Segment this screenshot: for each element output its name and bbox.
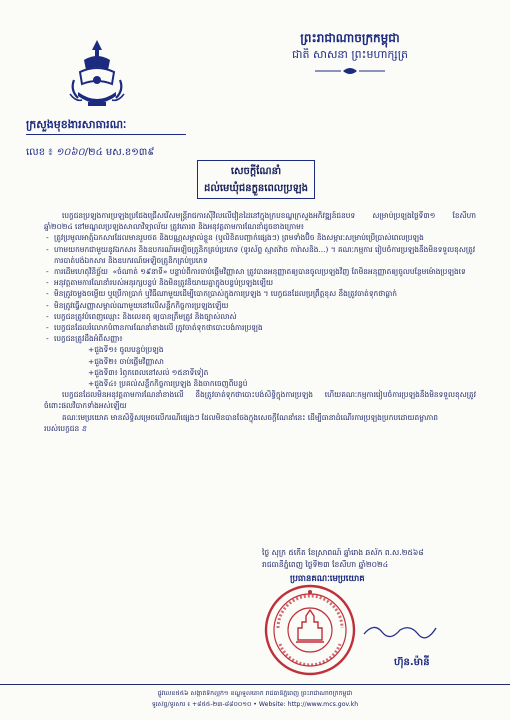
document-title: សេចក្តីណែនាំ — [230, 166, 282, 177]
reference-number — [26, 145, 154, 160]
kingdom-motto: ជាតិ សាសនា ព្រះមហាក្សត្រ — [292, 48, 408, 61]
instruction-item: - ហាមយកមកជាមួយនូវឯកសារ និងឧបករណ៍អេឡិចត្រូនិកគ្រប់ប្រភេទ (ទូរស័ព្ទ ស្មាតវ៉ាច ការ៉ាសនិង...) ។ គណៈកម្មការ រៀបចំការប្រឡងនឹងមិនទទួលខុសត្រូវការបាត់បង់ឯកសារ និងឧបករណ៍អេឡិចត្រូនិកគ្រប់ប្រភេទ — [44, 244, 476, 266]
ref-suffix: /២៤ — [84, 147, 103, 158]
instruction-item: - បេក្ខជនត្រូវបំពេញឈ្មោះ និងលេខតុ ឲ្យបានត្រឹមត្រូវ និងច្បាស់លាស់ — [44, 311, 476, 322]
document-title-box — [197, 160, 315, 199]
steps-label: - បេក្ខជនត្រូវដឹងអំពីសញ្ញា៖ — [44, 333, 476, 344]
handwritten-initials: ឌ — [81, 423, 87, 433]
instruction-item: - មិនត្រូវធ្វើសញ្ញាសម្គាល់ណាមួយនៅលើសន្លឹកកិច្ចការប្រឡងឡើយ — [44, 300, 476, 311]
ref-code: មស.ខ១៣៩ — [105, 147, 155, 158]
footer-divider — [0, 684, 510, 685]
instruction-item: - ការដើមហេតុវិនិច្ឆ័យ ​ «ចំណាត់ ១៩នាទី» បន្ទាប់ពីការចាប់ផ្តើមវិញ្ញាសា ត្រូវបានអនុញ្ញាតឲ្យបានចូលប្រឡងវិញ តែមិនអនុញ្ញាតឲ្យចូលបន្ថែមម៉ោងប្រឡងទេ — [44, 266, 476, 277]
document-subtitle: ដល់មេឃុំជនក្លួនពេលប្រឡង — [203, 183, 309, 194]
ministry-name: ក្រសួងមុខងារសាធារណៈ — [26, 118, 127, 131]
signatory-name: ហ៊ុន.ម៉ានី — [394, 657, 430, 668]
instruction-item: - អនុវត្តតាមការណែនាំរបស់អនុរក្សបន្ទប់ និងមិនត្រូវនិយាយគ្នាក្នុងបន្ទប់ប្រឡងឡើយ — [44, 277, 476, 288]
footer-contact: ទូរស័ព្ទ/ទូរសារ ៖ +៨៥៥-២៣-៨៨០០១០ • Website: http://www.mcs.gov.kh — [151, 701, 359, 708]
document-body — [44, 210, 476, 434]
signal-step: +ជួងទី២៖ ចាប់ផ្តើមវិញ្ញាសា — [88, 356, 164, 366]
ref-number: ១០៦០ — [55, 147, 85, 158]
ministry-emblem-icon — [66, 36, 128, 114]
intro-paragraph: បេក្ខជនប្រឡងការប្រឡងប្រជែងជ្រើសរើសមន្ត្រីរាជការស៊ីវិលលើវៀនដៃនៅក្នុងក្របខណ្ឌក្រសួងអភិវឌ្ឍន៍ជនបទ សម្រាប់ប្រឡងថ្ងៃទី៣១ ខែសីហា ឆ្នាំ២០២៤ នៅមណ្ឌលប្រឡងសាលាវិទ្យាល័យ ត្រូវគោរព និងអនុវត្តតាមការណែនាំដូចខាងក្រោម៖ — [44, 211, 476, 232]
signature-scribble-icon — [360, 620, 440, 640]
kingdom-title: ព្រះរាជាណាចក្រកម្ពុជា — [300, 31, 400, 45]
signal-step: +ជួងទី១៖ ចូលបន្ទប់ប្រឡង — [88, 345, 164, 355]
lunar-date: ថ្ងៃ សុក្រ ៥កើត ខែស្រាពណ៍ ឆ្នាំរោង ឆស័ក ព.ស.២៥៦៨ — [262, 548, 424, 557]
closing-suffix-text: របស់បេក្ខជន — [44, 423, 80, 433]
official-seal-icon — [262, 582, 358, 678]
ornament-divider-icon — [315, 66, 385, 76]
ref-label: លេខ ៖ — [26, 147, 53, 158]
instruction-item: - មិនត្រូវចម្លងចម្លើយ ឬប្រើកាប្រាក់ ឬវិធីណាមួយដើម្បីបោកប្រាស់ក្នុងការប្រឡង ។ បេក្ខជនដែលប្រព្រឹត្តខុស នឹងត្រូវចាត់ទុកថាធ្លាក់ — [44, 288, 476, 299]
signal-step: +ជួងទី៣៖ រំឭកពេលនៅសល់ ១៥នាទីទៀត — [88, 367, 209, 377]
signal-step: +ជួងទី៤៖ ប្រគល់សន្លឹកកិច្ចការប្រឡង និងចាកចេញពីបន្ទប់ — [88, 379, 248, 389]
instruction-item: - បេក្ខជនដែលរំលោភបំពានការណែនាំខាងលើ ត្រូវចាត់ទុកថាបោះបង់ការប្រឡង — [44, 322, 476, 333]
footer-address: ផ្លូវលេខ៥៥៦ សង្កាត់ទឹកល្អក់១ ខណ្ឌទួលគោក រាជធានីភ្នំពេញ ព្រះរាជាណាចក្រកម្ពុជា — [157, 690, 353, 697]
closing-paragraph: បេក្ខជនដែលមិនអនុវត្តតាមការណែនាំខាងលើ នឹងត្រូវចាត់ទុកថាបោះបង់សិទ្ធិក្នុងការប្រឡង ហើយគណៈកម្មការរៀបចំការប្រឡងនឹងមិនទទួលខុសត្រូវចំពោះផលវិបាកទាំងអស់ឡើយ — [44, 390, 476, 411]
signatory-title: ប្រធានគណៈមេប្រយោគ — [290, 574, 365, 584]
instruction-item: - ត្រូវប្រមូលអាត្ម៍ឯកសារដែលមានរូបថត និងបណ្ណសម្គាល់ខ្លួន (ឬលិខិតបញ្ជាក់ផ្សេងៗ) ព្រមទាំងប៊ិច និងសម្ភារៈសម្រាប់ប្រើប្រាស់ពេលប្រឡង — [44, 232, 476, 243]
closing-paragraph-2: គណៈមេប្រយោគ មានសិទ្ធិសម្រេចលើករណីផ្សេងៗ ដែលមិនបានចែងក្នុងសេចក្តីណែនាំនេះ ដើម្បីធានាដំណើរការប្រឡងប្រកបដោយតម្លាភាព — [62, 412, 438, 422]
ministry-underline — [26, 134, 186, 135]
closing-suffix — [44, 423, 476, 434]
solar-date: រាជធានីភ្នំពេញ ថ្ងៃទី២៣ ខែសីហា ឆ្នាំ២០២៤ — [262, 560, 389, 569]
